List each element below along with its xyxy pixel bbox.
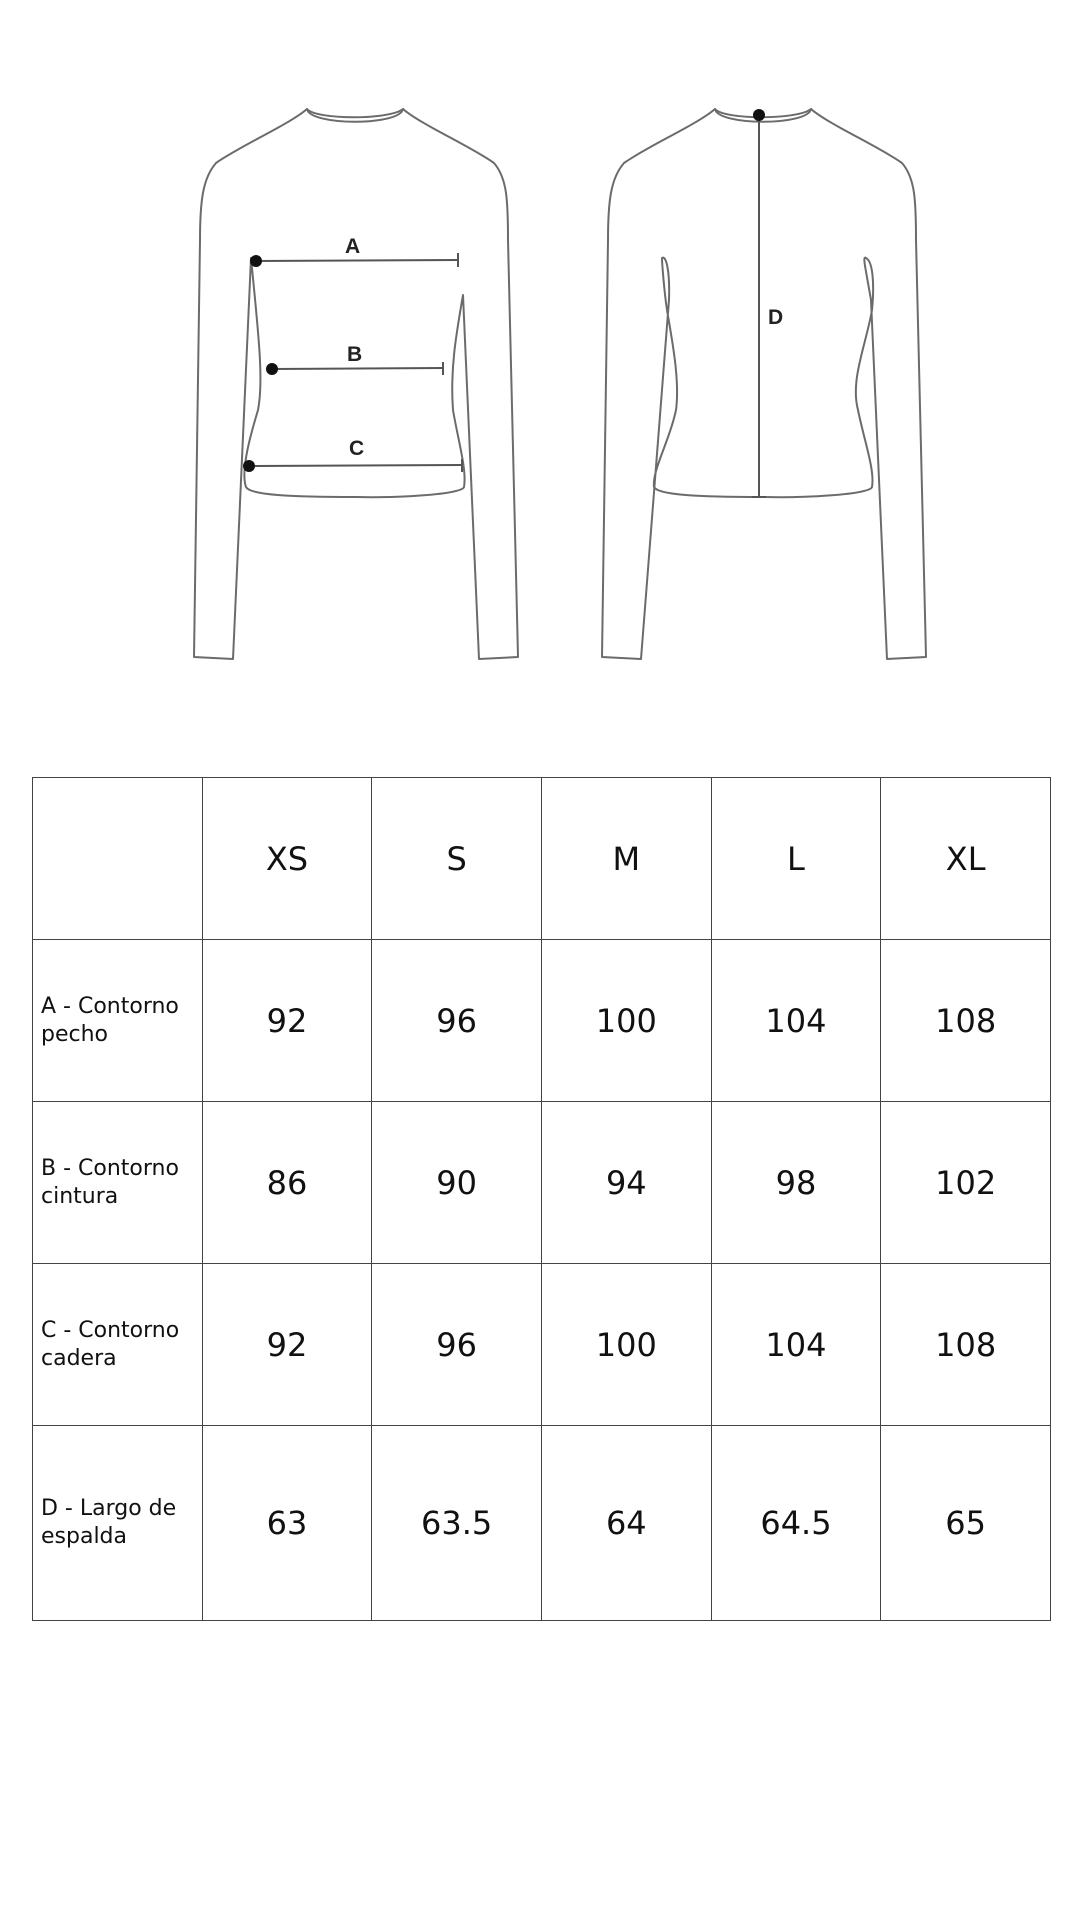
table-cell: 98 xyxy=(711,1102,881,1264)
header-empty-cell xyxy=(33,778,203,940)
size-header-xl: XL xyxy=(881,778,1051,940)
garment-diagram xyxy=(0,0,1080,700)
measure-line-c xyxy=(249,465,462,466)
table-cell: 64 xyxy=(541,1426,711,1621)
table-cell: 100 xyxy=(541,940,711,1102)
table-cell: 94 xyxy=(541,1102,711,1264)
size-header-row xyxy=(33,778,1051,940)
front-view xyxy=(194,109,518,659)
table-cell: 102 xyxy=(881,1102,1051,1264)
table-cell: 64.5 xyxy=(711,1426,881,1621)
table-row xyxy=(33,940,1051,1102)
measure-line-a xyxy=(256,260,458,261)
measure-point-a xyxy=(250,255,262,267)
row-label: D - Largo de espalda xyxy=(33,1426,203,1621)
size-chart-table xyxy=(32,777,1051,1621)
back-body-outline xyxy=(602,109,926,659)
table-cell: 90 xyxy=(372,1102,542,1264)
table-cell: 63 xyxy=(202,1426,372,1621)
table-cell: 100 xyxy=(541,1264,711,1426)
measure-line-b xyxy=(272,368,443,369)
table-cell: 96 xyxy=(372,940,542,1102)
table-cell: 108 xyxy=(881,1264,1051,1426)
measure-point-b xyxy=(266,363,278,375)
table-cell: 92 xyxy=(202,940,372,1102)
table-row xyxy=(33,1102,1051,1264)
table-cell: 104 xyxy=(711,940,881,1102)
table-cell: 96 xyxy=(372,1264,542,1426)
measure-point-d xyxy=(753,109,765,121)
row-label: A - Contorno pecho xyxy=(33,940,203,1102)
table-row xyxy=(33,1264,1051,1426)
size-header-m: M xyxy=(541,778,711,940)
table-cell: 86 xyxy=(202,1102,372,1264)
row-label: B - Contorno cintura xyxy=(33,1102,203,1264)
table-cell: 63.5 xyxy=(372,1426,542,1621)
measure-point-c xyxy=(243,460,255,472)
size-header-xs: XS xyxy=(202,778,372,940)
table-cell: 65 xyxy=(881,1426,1051,1621)
row-label: C - Contorno cadera xyxy=(33,1264,203,1426)
back-view xyxy=(602,109,926,659)
measure-label-c: C xyxy=(349,437,365,460)
size-header-s: S xyxy=(372,778,542,940)
measure-label-d: D xyxy=(768,306,784,329)
table-cell: 92 xyxy=(202,1264,372,1426)
measure-label-a: A xyxy=(345,235,361,258)
table-cell: 108 xyxy=(881,940,1051,1102)
front-body-outline xyxy=(194,109,518,659)
table-row xyxy=(33,1426,1051,1621)
table-cell: 104 xyxy=(711,1264,881,1426)
size-header-l: L xyxy=(711,778,881,940)
measure-label-b: B xyxy=(347,343,363,366)
